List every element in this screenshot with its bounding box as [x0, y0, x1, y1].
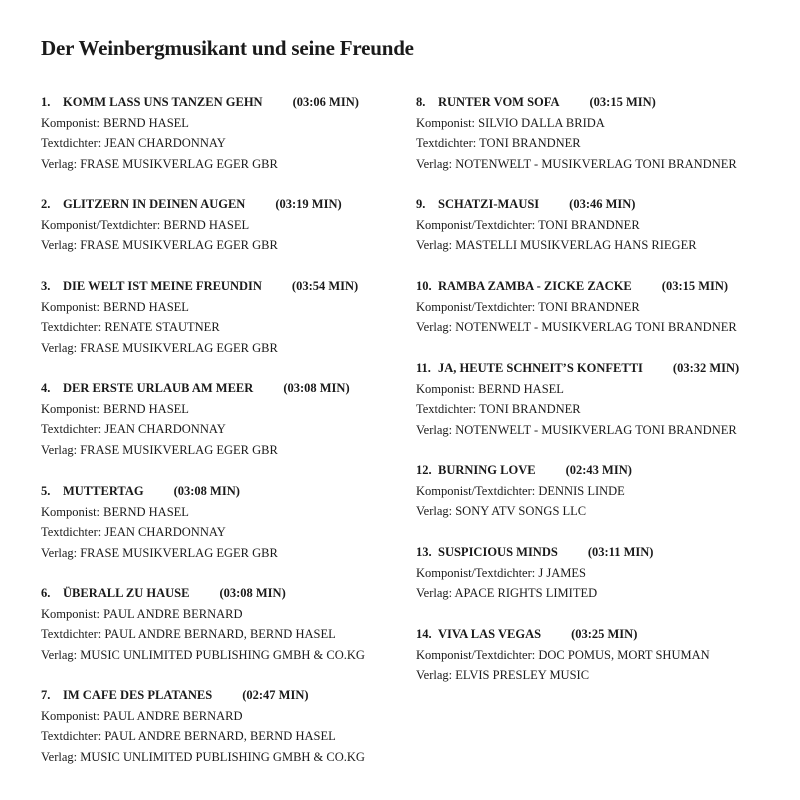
track-number: 1. — [41, 95, 51, 109]
track-entry — [416, 276, 796, 338]
track-credit-line: Komponist: BERND HASEL — [41, 299, 189, 314]
track-number: 9. — [416, 197, 426, 211]
track-duration: (03:54 MIN) — [291, 279, 359, 293]
track-credit-line: Textdichter: TONI BRANDNER — [416, 402, 581, 416]
track-entry — [416, 194, 796, 256]
track-credit-line: Komponist: BERND HASEL — [41, 115, 189, 130]
track-credit-line: Verlag: FRASE MUSIKVERLAG EGER GBR — [41, 156, 278, 171]
track-entry — [41, 481, 401, 563]
track-duration: (03:15 MIN) — [589, 95, 656, 109]
track-credit-line: Textdichter: TONI BRANDNER — [416, 136, 581, 150]
track-credit-line: Verlag: FRASE MUSIKVERLAG EGER GBR — [41, 442, 278, 457]
track-title: VIVA LAS VEGAS — [438, 627, 542, 641]
track-credit-line: Verlag: FRASE MUSIKVERLAG EGER GBR — [41, 340, 278, 355]
track-credit-line: Komponist: PAUL ANDRE BERNARD — [41, 708, 243, 723]
track-credit-line: Verlag: SONY ATV SONGS LLC — [416, 504, 587, 518]
track-title: DIE WELT IST MEINE FREUNDIN — [63, 279, 262, 293]
track-heading — [416, 624, 796, 645]
track-number: 13. — [416, 545, 432, 559]
track-heading — [41, 481, 401, 502]
track-entry — [41, 378, 401, 460]
track-entry — [41, 583, 401, 665]
track-title: DER ERSTE URLAUB AM MEER — [63, 381, 254, 395]
track-credit-line: Verlag: NOTENWELT - MUSIKVERLAG TONI BRANDNER — [416, 320, 737, 334]
track-number: 8. — [416, 95, 426, 109]
track-number: 6. — [41, 586, 51, 600]
track-entry — [416, 358, 796, 440]
track-credit-line: Verlag: NOTENWELT - MUSIKVERLAG TONI BRANDNER — [416, 422, 737, 437]
track-duration: (02:47 MIN) — [242, 688, 309, 702]
track-credit-line: Verlag: FRASE MUSIKVERLAG EGER GBR — [41, 238, 278, 252]
track-credit-line: Komponist: BERND HASEL — [41, 401, 189, 416]
track-credit-line: Textdichter: PAUL ANDRE BERNARD, BERND HASEL — [41, 627, 336, 641]
track-heading — [41, 92, 401, 113]
track-entry — [41, 92, 401, 174]
track-credit-line: Textdichter: JEAN CHARDONNAY — [41, 422, 226, 436]
track-number: 4. — [41, 381, 51, 395]
track-credit-line: Verlag: MUSIC UNLIMITED PUBLISHING GMBH & CO.KG — [41, 749, 365, 764]
track-entry — [41, 194, 401, 256]
track-credit-line: Komponist: BERND HASEL — [41, 504, 189, 519]
track-number: 11. — [416, 361, 431, 375]
track-entry — [416, 460, 796, 522]
track-entry — [41, 685, 401, 767]
track-duration: (03:11 MIN) — [587, 545, 654, 559]
track-title: BURNING LOVE — [438, 463, 536, 477]
track-duration: (03:25 MIN) — [571, 627, 638, 641]
track-duration: (03:08 MIN) — [219, 586, 286, 600]
track-credit-line: Verlag: MASTELLI MUSIKVERLAG HANS RIEGER — [416, 238, 697, 252]
track-credit-line: Komponist/Textdichter: DOC POMUS, MORT SHUMAN — [416, 647, 710, 662]
track-heading — [41, 583, 401, 604]
track-title: IM CAFE DES PLATANES — [63, 688, 213, 702]
track-heading — [41, 276, 401, 297]
track-credit-line: Komponist: PAUL ANDRE BERNARD — [41, 606, 243, 621]
track-credit-line: Verlag: APACE RIGHTS LIMITED — [416, 586, 598, 600]
track-title: RUNTER VOM SOFA — [438, 95, 560, 109]
track-number: 2. — [41, 197, 51, 211]
track-credit-line: Komponist/Textdichter: TONI BRANDNER — [416, 299, 640, 314]
track-title: KOMM LASS UNS TANZEN GEHN — [63, 95, 263, 109]
track-duration: (03:46 MIN) — [569, 197, 636, 211]
track-duration: (03:32 MIN) — [672, 361, 740, 375]
track-credit-line: Komponist/Textdichter: J JAMES — [416, 565, 586, 580]
track-number: 14. — [416, 627, 432, 641]
track-entry — [416, 542, 796, 604]
track-title: SUSPICIOUS MINDS — [438, 545, 558, 559]
track-duration: (03:08 MIN) — [173, 484, 240, 498]
track-heading — [41, 194, 401, 215]
track-credit-line: Textdichter: PAUL ANDRE BERNARD, BERND HASEL — [41, 729, 336, 743]
track-duration: (03:08 MIN) — [283, 381, 350, 395]
track-duration: (03:15 MIN) — [661, 279, 729, 293]
track-number: 12. — [416, 463, 432, 477]
track-number: 7. — [41, 688, 51, 702]
track-title: MUTTERTAG — [63, 484, 144, 498]
track-title: SCHATZI-MAUSI — [438, 197, 540, 211]
track-heading — [416, 358, 796, 379]
track-credit-line: Verlag: ELVIS PRESLEY MUSIC — [416, 668, 590, 682]
track-heading — [416, 92, 796, 113]
track-title: GLITZERN IN DEINEN AUGEN — [63, 197, 246, 211]
track-title: ÜBERALL ZU HAUSE — [63, 586, 190, 600]
track-number: 10. — [416, 279, 432, 293]
track-number: 3. — [41, 279, 51, 293]
track-credit-line: Textdichter: JEAN CHARDONNAY — [41, 136, 226, 150]
track-credit-line: Komponist: SILVIO DALLA BRIDA — [416, 115, 605, 130]
track-entry — [416, 92, 796, 174]
track-heading — [416, 276, 796, 297]
track-duration: (03:06 MIN) — [292, 95, 359, 109]
track-entry — [416, 624, 796, 686]
track-heading — [416, 542, 796, 563]
track-credit-line: Komponist: BERND HASEL — [416, 381, 564, 396]
track-title: RAMBA ZAMBA - ZICKE ZACKE — [438, 279, 632, 293]
track-credit-line: Verlag: NOTENWELT - MUSIKVERLAG TONI BRANDNER — [416, 156, 737, 171]
track-duration: (02:43 MIN) — [565, 463, 632, 477]
track-heading — [416, 460, 796, 481]
track-entry — [41, 276, 401, 358]
track-credit-line: Verlag: FRASE MUSIKVERLAG EGER GBR — [41, 545, 278, 560]
track-credit-line: Textdichter: JEAN CHARDONNAY — [41, 525, 226, 539]
track-duration: (03:19 MIN) — [275, 197, 342, 211]
track-heading — [41, 378, 401, 399]
track-credit-line: Komponist/Textdichter: BERND HASEL — [41, 217, 250, 232]
page-title: Der Weinbergmusikant und seine Freunde — [41, 36, 414, 60]
track-number: 5. — [41, 484, 51, 498]
track-heading — [41, 685, 401, 706]
track-credit-line: Komponist/Textdichter: TONI BRANDNER — [416, 217, 640, 232]
track-heading — [416, 194, 796, 215]
track-credit-line: Komponist/Textdichter: DENNIS LINDE — [416, 483, 625, 498]
track-credit-line: Textdichter: RENATE STAUTNER — [41, 320, 220, 334]
track-title: JA, HEUTE SCHNEIT’S KONFETTI — [438, 361, 643, 375]
track-credit-line: Verlag: MUSIC UNLIMITED PUBLISHING GMBH & CO.KG — [41, 647, 365, 662]
